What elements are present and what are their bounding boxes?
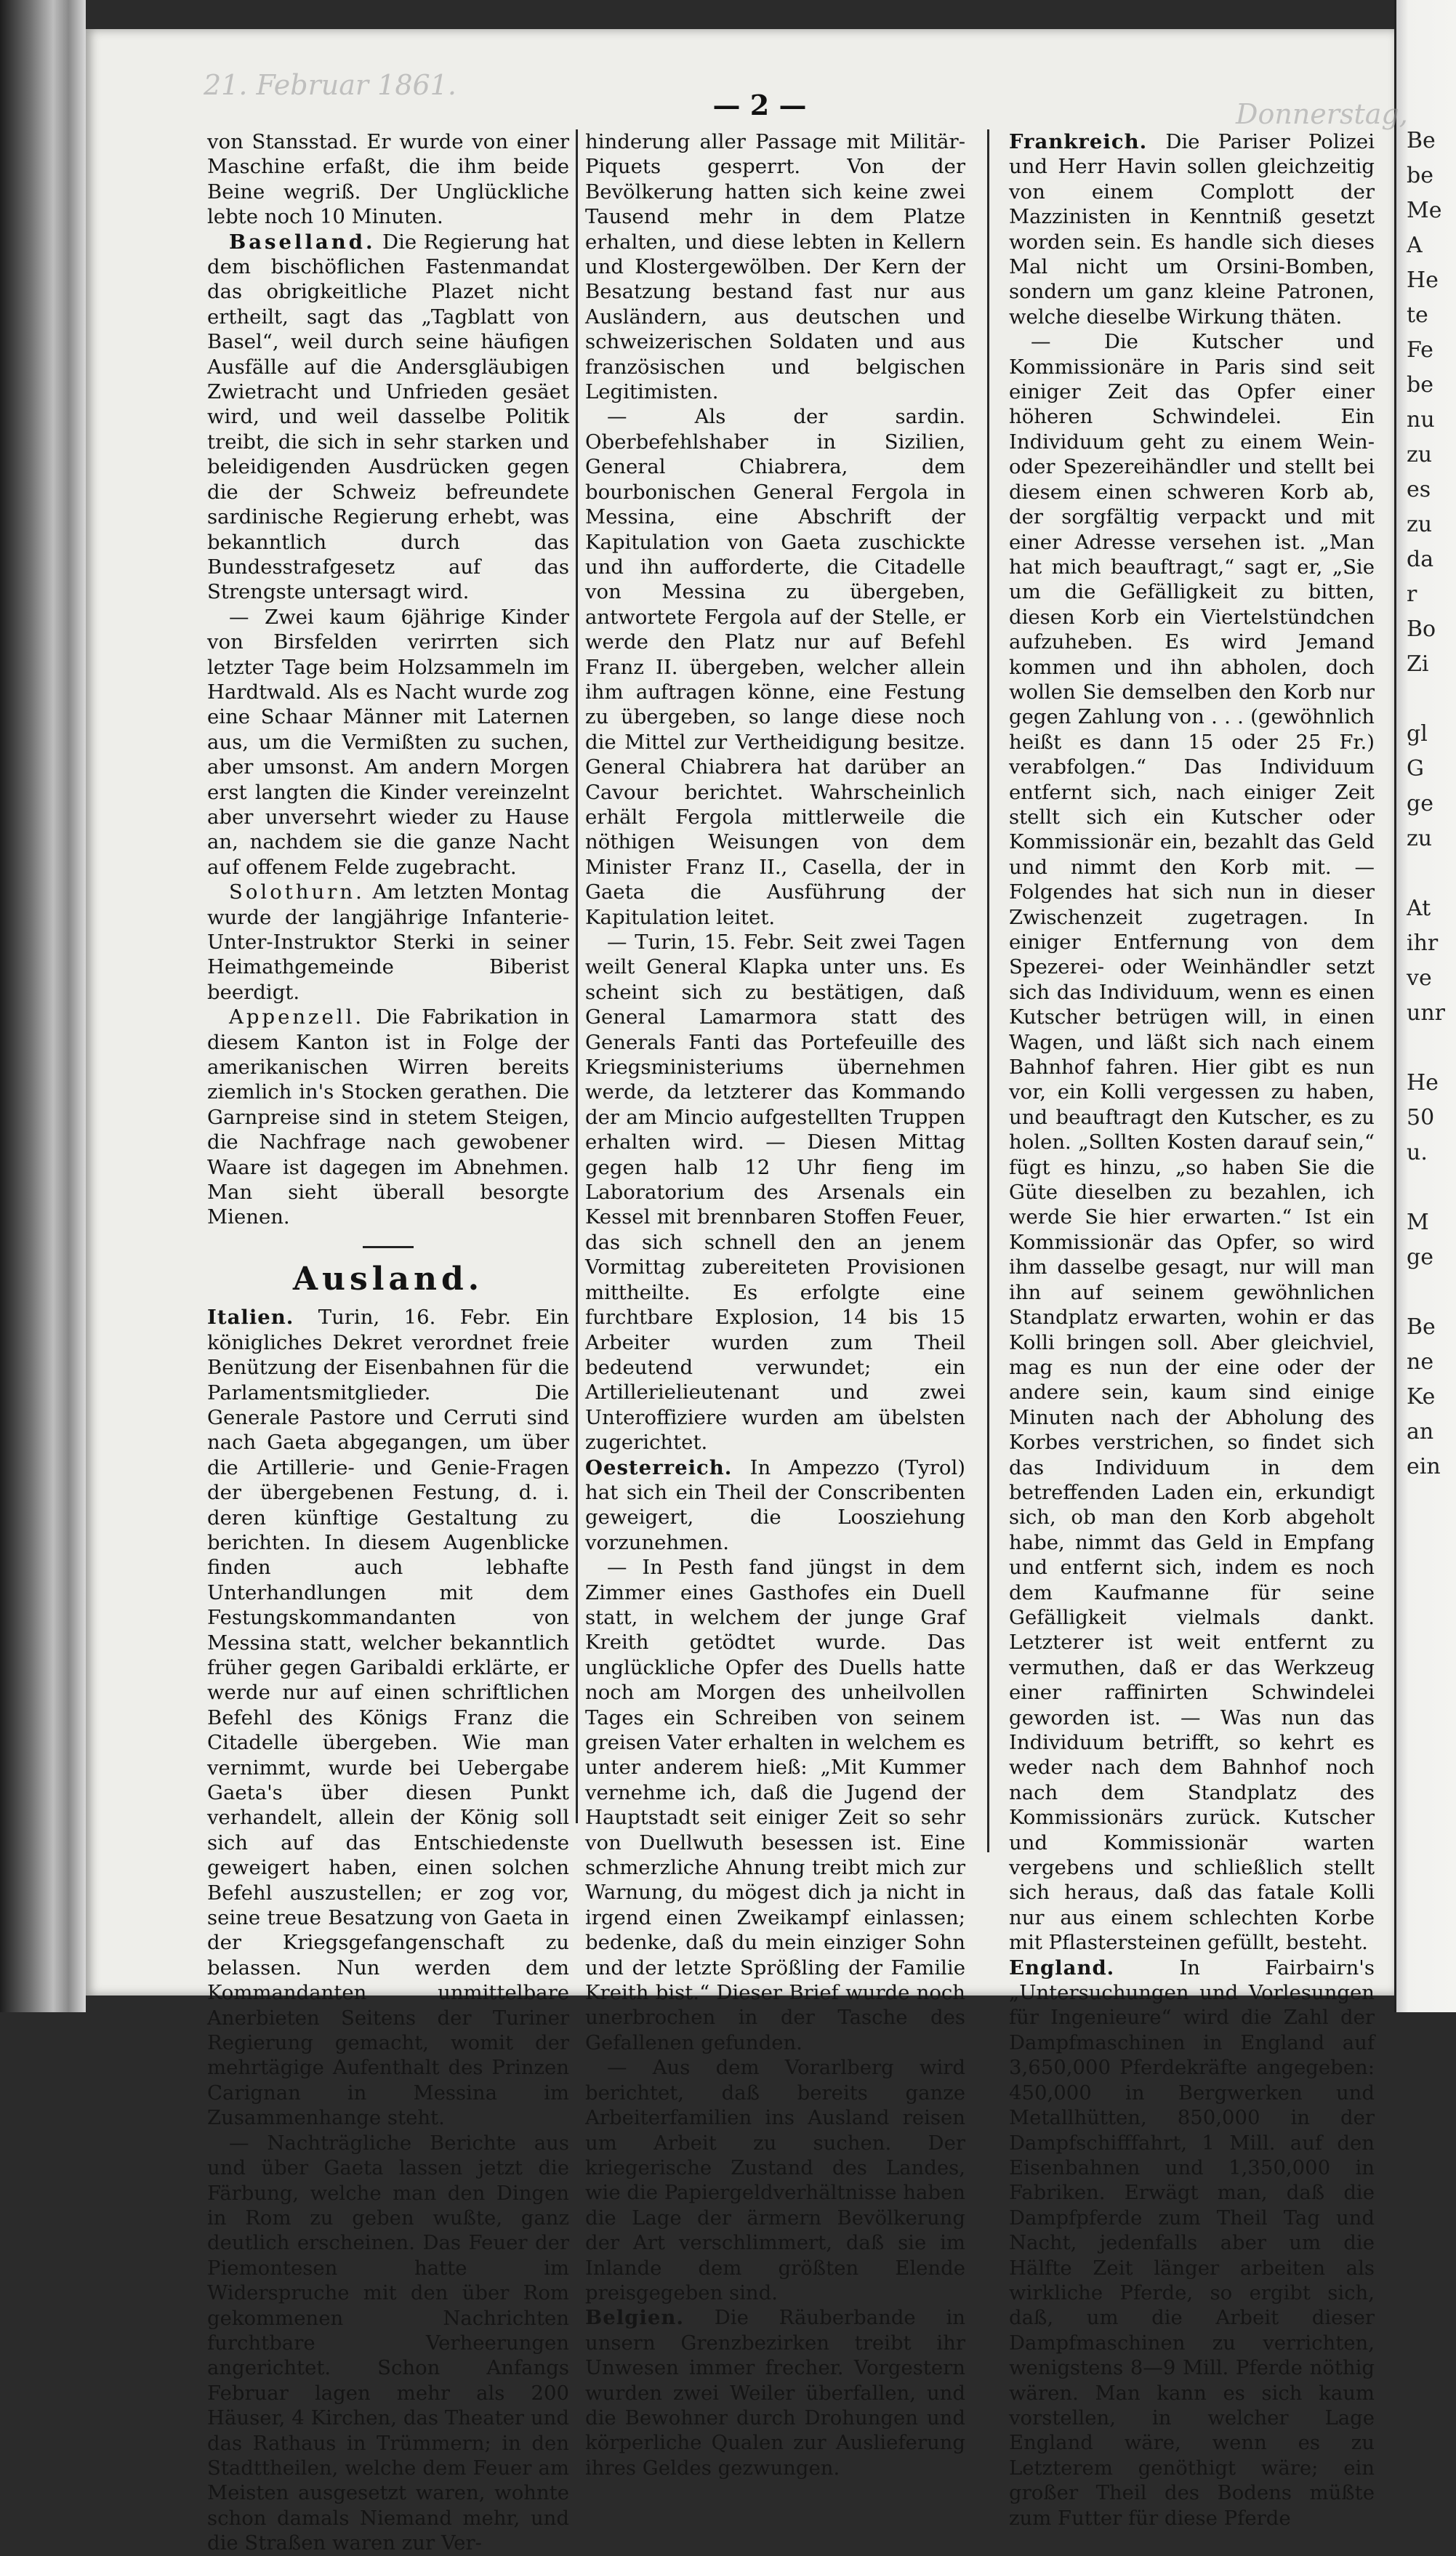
article-lead: Solothurn. (229, 880, 365, 904)
article-lead: Appenzell. (229, 1005, 365, 1029)
article-paragraph (207, 880, 569, 1005)
column-3 (1009, 129, 1375, 2530)
article-lead: England. (1009, 1956, 1115, 1980)
article-text: Am letzten Montag wurde der langjährige Infanterie-Unter-Instruktor Sterki in seiner Heimathgemeinde Biberist beerdigt. (207, 880, 569, 1004)
bleed-right-text: Donnerstag, (1236, 98, 1408, 130)
book-binding (0, 0, 86, 2012)
article-lead: Belgien. (585, 2306, 684, 2330)
article-lead: Frankreich. (1009, 130, 1148, 153)
article-text: Die Pariser Polizei und Herr Havin sollen gleichzeitig von einem Complott der Mazzinisten in Kenntniß gesetzt worden sein. Es handle sich dieses Mal nicht um Orsini-Bomben, sondern um ganz kleine Patronen, welche dieselbe Wirkung thäten. (1009, 130, 1375, 329)
article-paragraph: — Zwei kaum 6jährige Kinder von Birsfelden verirrten sich letzter Tage beim Holzsammeln im Hardtwald. Als es Nacht wurde zog eine Schaar Männer mit Laternen aus, um die Vermißten zu suchen, aber umsonst. Am andern Morgen erst langten die Kinder vereinzelnt aber unversehrt wieder zu Hause an, nachdem sie die ganze Nacht auf offenem Felde zugebracht. (207, 605, 569, 879)
article-paragraph (585, 2305, 965, 2480)
article-paragraph (1009, 129, 1375, 329)
article-lead: Italien. (207, 1306, 294, 1330)
article-lead: Oesterreich. (585, 1455, 733, 1479)
article-paragraph: — Aus dem Vorarlberg wird berichtet, daß bereits ganze Arbeiterfamilien ins Ausland reisen um Arbeit zu suchen. Der kriegerische Zustand des Landes, wie die Papiergeldverhältnisse haben die Lage der ärmern Bevölkerung der Art verschlimmert, daß sie im Inlande dem größten Elende preisgegeben sind. (585, 2056, 965, 2304)
page-number: — 2 — (712, 89, 807, 121)
article-text: Die Regierung hat dem bischöflichen Fastenmandat das obrigkeitliche Plazet nicht ertheilt, sagt das „Tagblatt von Basel“, weil durch seine häufigen Ausfälle auf die Andersgläubigen Zwietracht und Unfrieden gesäet wird, und weil dasselbe Politik treibt, die sich in sehr starken und beleidigenden Ausdrücken gegen die der Schweiz befreundete sardinische Regierung erhebt, was bekanntlich durch das Bundesstrafgesetz auf das Strengste untersagt wird. (207, 230, 569, 604)
column-1 (207, 129, 569, 2555)
article-paragraph: von Stansstad. Er wurde von einer Maschine erfaßt, die ihm beide Beine wegriß. Der Unglückliche lebte noch 10 Minuten. (207, 130, 569, 229)
article-paragraph (207, 1305, 569, 2130)
article-text: In Fairbairn's „Untersuchungen und Vorlesungen für Ingenieure“ wird die Zahl der Dampfmaschinen in England auf 3,650,000 Pferdekräfte angegeben: 450,000 in Bergwerken und Metallhütten, 850,000 in der Dampfschifffahrt, 1 Mill. auf den Eisenbahnen und 1,350,000 in Fabriken. Erwägt man, daß die Dampfpferde zum Theil Tag und Nacht, jedenfalls aber um die Hälfte Zeit länger arbeiten als wirkliche Pferde, so ergibt sich, daß, um die Arbeit dieser Dampfmaschinen zu verrichten, wenigstens 8—9 Mill. Pferde nöthig wären. Man kann es sich kaum vorstellen, in welcher Lage England wäre, wenn es zu Letzterem genöthigt wäre; ein großer Theil des Bodens müßte zum Futter für diese Pferde (1009, 1956, 1375, 2530)
article-paragraph (207, 230, 569, 605)
article-paragraph (207, 1005, 569, 1230)
article-paragraph: — In Pesth fand jüngst in dem Zimmer eines Gasthofes ein Duell statt, in welchem der junge Graf Kreith getödtet wurde. Das unglückliche Opfer des Duells hatte noch am Morgen des unheilvollen Tages ein Schreiben von seinem greisen Vater erhalten in welchem es unter anderem hieß: „Mit Kummer vernehme ich, daß die Jugend der Hauptstadt seit einiger Zeit so sehr von Duellwuth besessen ist. Eine schmerzliche Ahnung treibt mich zur Warnung, du mögest dich ja nicht in irgend einen Zweikampf einlassen; bedenke, daß du mein einziger Sohn und der letzte Sprößling der Familie Kreith bist.“ Dieser Brief wurde noch unerbrochen in der Tasche des Gefallenen gefunden. (585, 1556, 965, 2054)
column-2 (585, 129, 965, 2480)
article-paragraph: — Die Kutscher und Kommissionäre in Paris sind seit einiger Zeit das Opfer einer höheren Schwindelei. Ein Individuum geht zu einem Wein- oder Spezereihändler und stellt bei diesem einen schweren Korb ab, der sorgfältig verpackt und mit einer Adresse versehen ist. „Man hat mich beauftragt,“ sagt er, „Sie um die Gefälligkeit zu bitten, diesen Korb ein Viertelstündchen aufzuheben. Es wird Jemand kommen und ihn abholen, doch wollen Sie demselben den Korb nur gegen Zahlung von . . . (gewöhnlich heißt es dann 15 oder 25 Fr.) verabfolgen.“ Das Individuum entfernt sich, nach einiger Zeit stellt sich ein Kutscher oder Kommissionär ein, bezahlt das Geld und nimmt den Korb mit. — Folgendes hat sich nun in dieser Zwischenzeit zugetragen. In einiger Entfernung von dem Spezerei- oder Weinhändler setzt sich das Individuum, wenn es einen Kutscher betrügen will, in einen Wagen, und läßt sich nach einem Bahnhof fahren. Hier gibt es nun vor, ein Kolli vergessen zu haben, und beauftragt den Kutscher, es zu holen. „Sollten Kosten darauf sein,“ fügt es hinzu, „so haben Sie die Güte dieselben zu bezahlen, ich werde Sie hier erwarten.“ Ist ein Kommissionär das Opfer, so wird ihm dasselbe gesagt, nur will man ihn auf seinem gewöhnlichen Standplatz erwarten, wohin er das Kolli bringen soll. Aber gleichviel, mag es nun der eine oder der andere sein, kaum sind einige Minuten nach der Abholung des Korbes verstrichen, so findet sich das Individuum in dem betreffenden Laden ein, erkundigt sich, ob man den Korb abgeholt habe, nimmt das Geld in Empfang und entfernt sich, indem es noch dem Kaufmanne für seine Gefälligkeit vielmals dankt. Letzterer ist weit entfernt zu vermuthen, daß er das Werkzeug einer raffinirten Schwindelei geworden ist. — Was nun das Individuum betrifft, so kehrt es weder nach dem Bahnhof noch nach dem Standplatz des Kommissionärs zurück. Kutscher und Kommissionär warten vergebens und schließlich stellt sich heraus, daß das fatale Kolli nur aus einem schlechten Korbe mit Pflastersteinen gefüllt, besteht. (1009, 330, 1375, 1955)
article-text: Die Räuberbande in unsern Grenzbezirken treibt ihr Unwesen immer frecher. Vorgestern wurden zwei Weiler überfallen, und die Bewohner durch Drohungen und körperliche Qualen zur Auslieferung ihres Geldes gezwungen. (585, 2306, 965, 2480)
article-paragraph: — Nachträgliche Berichte aus und über Gaeta lassen jetzt die Färbung, welche man den Dingen in Rom zu geben wußte, ganz deutlich erscheinen. Das Feuer der Piemontesen hatte im Widerspruche mit den über Rom gekommenen Nachrichten furchtbare Verheerungen angerichtet. Schon Anfangs Februar lagen mehr als 200 Häuser, 4 Kirchen, das Theater und das Rathaus in Trümmern; in den Stadttheilen, welche dem Feuer am Meisten ausgesetzt waren, wohnte schon damals Niemand mehr, und die Straßen waren zur Ver- (207, 2131, 569, 2555)
article-lead: Baselland. (229, 230, 376, 254)
article-paragraph: — Turin, 15. Febr. Seit zwei Tagen weilt General Klapka unter uns. Es scheint sich zu bestätigen, daß General Lamarmora statt des Generals Fanti das Portefeuille des Kriegsministeriums übernehmen werde, da letzterer das Kommando der am Mincio aufgestellten Truppen erhalten wird. — Diesen Mittag gegen halb 12 Uhr fieng im Laboratorium des Arsenals ein Kessel mit brennbaren Stoffen Feuer, das sich schnell den an jenem Vormittag zubereiteten Provisionen mittheilte. Es erfolgte eine furchtbare Explosion, 14 bis 15 Arbeiter wurden zum Theil bedeutend verwundet; ein Artillerielieutenant und zwei Unteroffiziere wurden am übelsten zugerichtet. (585, 931, 965, 1455)
article-text: Turin, 16. Febr. Ein königliches Dekret verordnet freie Benützung der Eisenbahnen für die Parlamentsmitglieder. Die Generale Pastore und Cerruti sind nach Gaeta abgegangen, um über die Artillerie- und Genie-Fragen der übergebenen Festung, d. i. deren künftige Gestaltung zu berichten. In diesem Augenblicke finden auch lebhafte Unterhandlungen mit dem Festungskommandanten von Messina statt, welcher bekanntlich früher gegen Garibaldi erklärte, er werde nur auf einen schriftlichen Befehl des Königs Franz die Citadelle übergeben. Wie man vernimmt, wurde bei Uebergabe Gaeta's über diesen Punkt verhandelt, allein der König soll sich auf das Entschiedenste geweigert haben, einen solchen Befehl auszustellen; er zog vor, seine treue Besatzung von Gaeta in der Kriegsgefangenschaft zu belassen. Nun werden dem Kommandanten unmittelbare Anerbieten Seitens der Turiner Regierung gemacht, womit der mehrtägige Aufenthalt des Prinzen Carignan in Messina im Zusammenhange steht. (207, 1306, 569, 2130)
section-separator (363, 1246, 414, 1248)
adjacent-page-fragments: Be be Me A He te Fe be nu zu es zu da r Bo Zi gl G ge zu At ihr ve unr He 50 u. M ge Be ne Ke an ein (1407, 128, 1445, 1479)
article-paragraph: — Als der sardin. Oberbefehlshaber in Sizilien, General Chiabrera, dem bourbonischen General Fergola in Messina, eine Abschrift der Kapitulation von Gaeta zuschickte und ihn aufforderte, die Citadelle von Messina zu übergeben, antwortete Fergola auf der Stelle, er werde den Platz nur auf Befehl Franz II. übergeben, welcher allein ihm auftragen könne, eine Festung zu übergeben, so lange diese noch die Mittel zur Vertheidigung besitze. General Chiabrera hat darüber an Cavour berichtet. Wahrscheinlich erhält Fergola mittlerweile die nöthigen Weisungen von dem Minister Franz II., Casella, der in Gaeta die Ausführung der Kapitulation leitet. (585, 405, 965, 929)
article-paragraph: hinderung aller Passage mit Militär-Piquets gesperrt. Von der Bevölkerung hatten sich keine zwei Tausend mehr in dem Platze erhalten, und diese lebten in Kellern und Klostergewölben. Der Kern der Besatzung bestand fast nur aus Ausländern, aus deutschen und schweizerischen Soldaten und aus französischen und belgischen Legitimisten. (585, 130, 965, 404)
article-text: Die Fabrikation in diesem Kanton ist in Folge der amerikanischen Wirren bereits ziemlich in's Stocken gerathen. Die Garnpreise sind in stetem Steigen, die Nachfrage nach gewobener Waare ist dagegen im Abnehmen. Man sieht überall besorgte Mienen. (207, 1005, 569, 1229)
article-paragraph (585, 1455, 965, 1556)
article-paragraph (1009, 1956, 1375, 2531)
article-text: In Ampezzo (Tyrol) hat sich ein Theil der Conscribenten geweigert, die Loosziehung vorzunehmen. (585, 1455, 965, 1554)
bleed-left-text: 21. Februar 1861. (204, 69, 456, 101)
section-title: Ausland. (292, 1260, 484, 1298)
column-divider (576, 129, 578, 1823)
column-divider (987, 129, 989, 1852)
